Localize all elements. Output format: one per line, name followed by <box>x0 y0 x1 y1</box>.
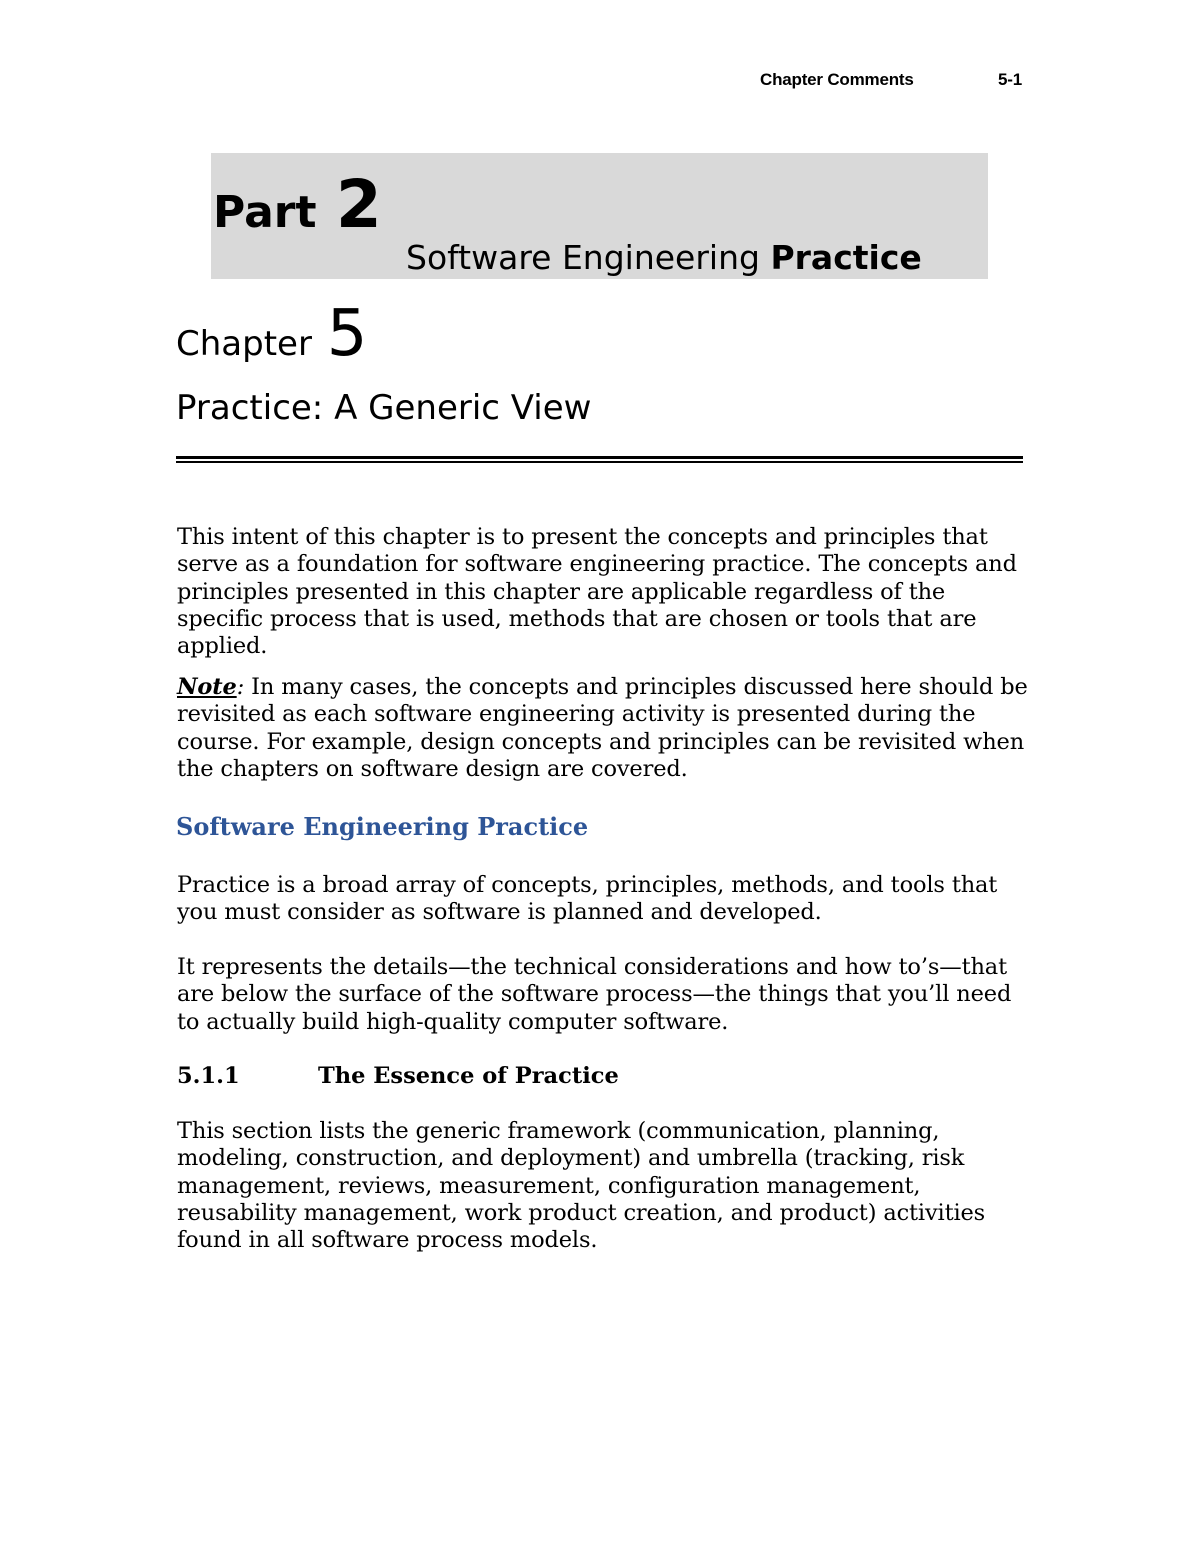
note-paragraph <box>177 674 1037 783</box>
section-paragraph-2: It represents the details—the technical considerations and how to’s—that are below the surface of the software process—the things that you’ll need to actually build high-quality computer software. <box>177 954 1012 1035</box>
part-heading <box>213 166 382 243</box>
chapter-number: 5 <box>326 297 368 371</box>
chapter-title: Practice: A Generic View <box>176 388 592 428</box>
part-title-bold: Practice <box>770 238 922 277</box>
part-label: Part <box>213 187 317 238</box>
note-label: Note <box>177 674 237 700</box>
chapter-label: Chapter <box>176 324 312 364</box>
part-number: 2 <box>335 166 382 243</box>
running-header <box>760 70 1022 90</box>
part-banner <box>211 153 988 279</box>
chapter-heading <box>176 298 367 380</box>
subsection-title: The Essence of Practice <box>318 1063 619 1089</box>
section-paragraph-1: Practice is a broad array of concepts, principles, methods, and tools that you must consider as software is planned and developed. <box>177 872 998 926</box>
subsection-heading <box>177 1062 619 1090</box>
intro-paragraph: This intent of this chapter is to present the concepts and principles that serve as a foundation for software engineering practice. The concepts and principles presented in this chapter are applicable regardless of the specific process that is used, methods that are chosen or tools that are applied. <box>177 524 1017 660</box>
title-divider-thin <box>176 461 1023 463</box>
running-title: Chapter Comments <box>760 70 914 89</box>
subsection-number: 5.1.1 <box>177 1063 240 1089</box>
note-text: In many cases, the concepts and principles discussed here should be revisited as each software engineering activity is presented during the course. For example, design concepts and principles can be revisited when the chapters on software design are covered. <box>177 674 1028 782</box>
part-title <box>406 237 922 279</box>
subsection-paragraph: This section lists the generic framework (communication, planning, modeling, construction, and deployment) and umbrella (tracking, risk management, reviews, measurement, configuration management, reusability management, work product creation, and product) activities found in all software process models. <box>177 1118 986 1254</box>
note-colon: : <box>236 674 245 700</box>
section-heading: Software Engineering Practice <box>176 812 589 841</box>
page-number: 5-1 <box>998 70 1022 89</box>
title-divider-thick <box>176 456 1023 459</box>
part-title-regular: Software Engineering <box>406 238 760 277</box>
